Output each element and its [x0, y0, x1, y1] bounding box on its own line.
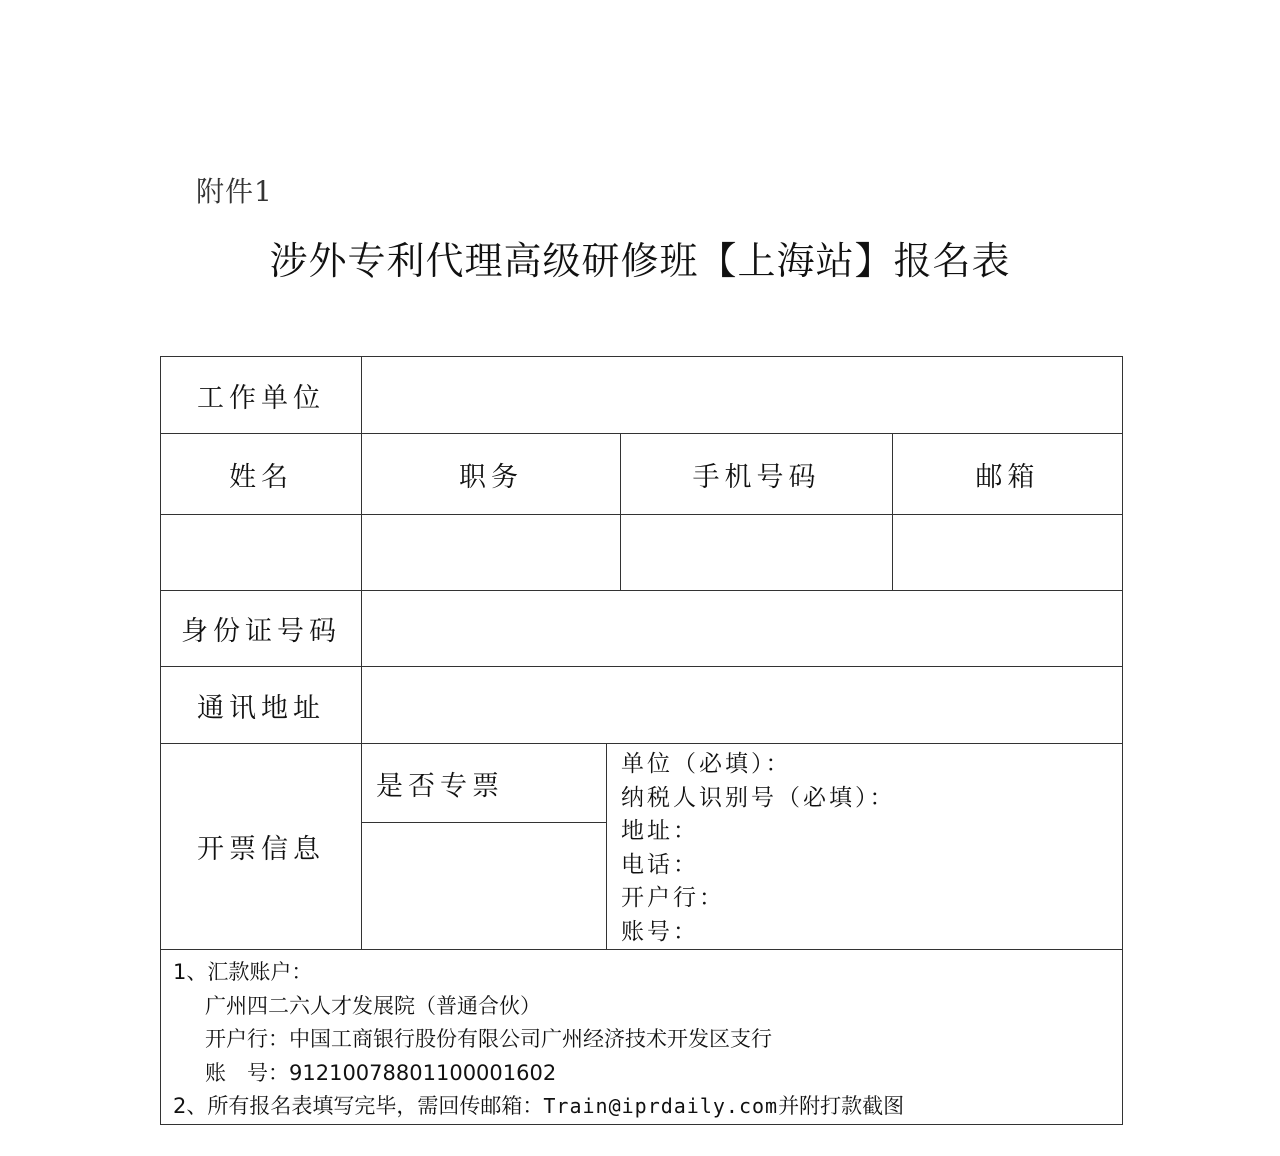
address-field[interactable] — [362, 667, 1123, 744]
submission-note-prefix: 2、所有报名表填写完毕，需回传邮箱： — [173, 1094, 544, 1118]
special-ticket-label: 是否专票 — [362, 744, 607, 823]
id-number-row — [161, 591, 1123, 667]
personal-info-input-row — [161, 515, 1123, 591]
remittance-heading: 1、汇款账户： — [173, 960, 313, 984]
form-title: 涉外专利代理高级研修班【上海站】报名表 — [269, 239, 1011, 283]
account-number-label: 账 号： — [205, 1060, 289, 1085]
invoice-unit-line: 单位（必填）： — [621, 751, 792, 777]
email-field[interactable] — [893, 515, 1123, 591]
id-number-field[interactable] — [362, 591, 1123, 667]
special-ticket-field[interactable] — [362, 823, 607, 950]
submission-note — [173, 1090, 1122, 1124]
invoice-row-top — [161, 744, 1123, 823]
remittance-info — [161, 950, 1123, 1125]
submission-note-suffix: 并附打款截图 — [778, 1094, 905, 1118]
work-unit-field[interactable] — [362, 357, 1123, 434]
invoice-taxpayer-id-line: 纳税人识别号（必填）： — [621, 784, 896, 811]
phone-label: 手机号码 — [621, 434, 893, 515]
phone-field[interactable] — [621, 515, 893, 591]
position-field[interactable] — [362, 515, 621, 591]
work-unit-label: 工作单位 — [161, 357, 362, 434]
personal-info-header-row — [161, 434, 1123, 515]
registration-form-table — [160, 356, 1123, 1125]
bank-name: 开户行：中国工商银行股份有限公司广州经济技术开发区支行 — [205, 1027, 772, 1051]
address-row — [161, 667, 1123, 744]
email-label: 邮箱 — [893, 434, 1123, 515]
account-number: 91210078801100001602 — [289, 1060, 557, 1085]
work-unit-row — [161, 357, 1123, 434]
account-name: 广州四二六人才发展院（普通合伙） — [205, 993, 541, 1018]
invoice-label: 开票信息 — [161, 744, 362, 950]
attachment-label: 附件1 — [196, 175, 273, 208]
invoice-bank-line: 开户行： — [621, 885, 725, 911]
invoice-account-line: 账号： — [621, 918, 699, 945]
name-label: 姓名 — [161, 434, 362, 515]
position-label: 职务 — [362, 434, 621, 515]
name-field[interactable] — [161, 515, 362, 591]
submission-email-link[interactable]: Train@iprdaily.com — [543, 1094, 779, 1118]
id-number-label: 身份证号码 — [161, 591, 362, 667]
account-number-line — [173, 1057, 1122, 1091]
invoice-phone-line: 电话： — [621, 851, 699, 878]
address-label: 通讯地址 — [161, 667, 362, 744]
remittance-row — [161, 950, 1123, 1125]
invoice-address-line: 地址： — [621, 818, 699, 844]
invoice-fields[interactable] — [607, 744, 1123, 950]
